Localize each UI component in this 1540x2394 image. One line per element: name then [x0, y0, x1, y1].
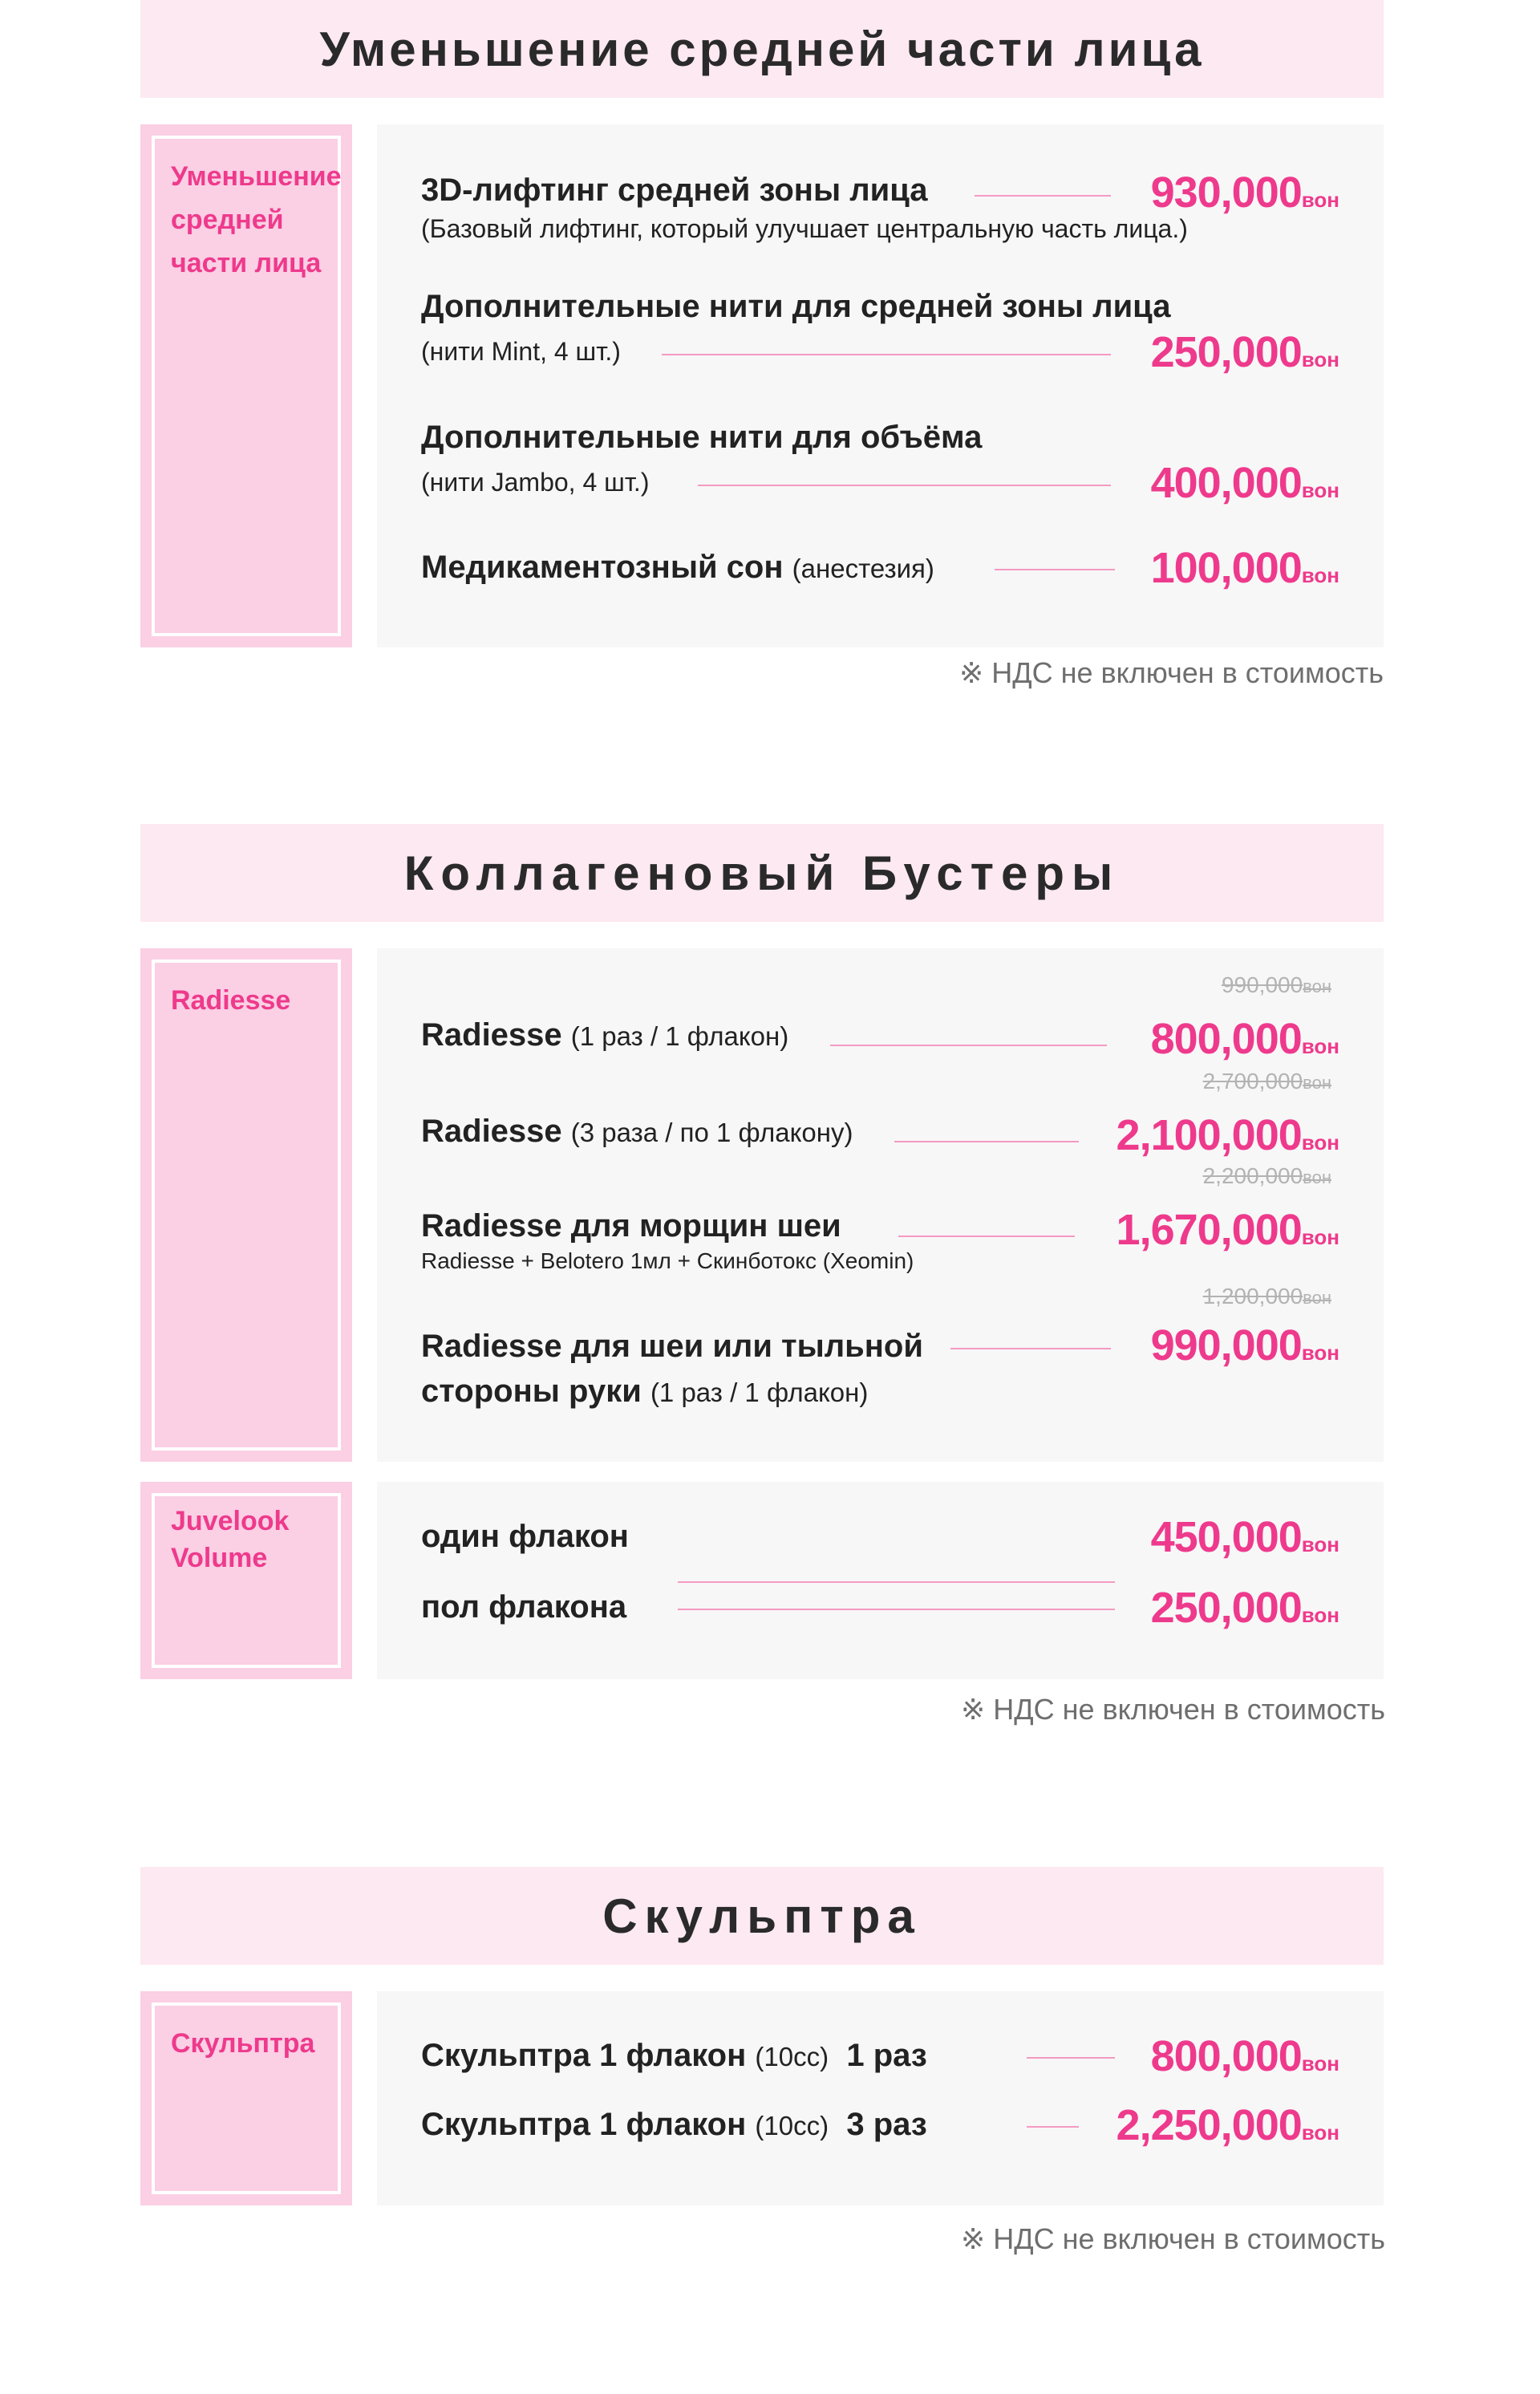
price-row: [421, 289, 1339, 377]
old-price: 990,000вон: [1221, 972, 1331, 997]
category-label: средней: [171, 205, 284, 235]
category-label: Volume: [171, 1543, 268, 1573]
vat-note: ※ НДС не включен в стоимость: [959, 656, 1384, 689]
price-panel-juvelook: [377, 1482, 1384, 1679]
item-price: 400,000вон: [1150, 459, 1339, 507]
category-box-sculptra: [140, 1991, 352, 2205]
price-row: [421, 972, 1339, 1061]
price-row: [421, 1069, 1339, 1157]
item-name: Дополнительные нити для объёма: [421, 420, 983, 455]
category-label: Juvelook: [171, 1506, 290, 1536]
leader-line: [678, 1609, 1115, 1610]
item-name: Скульптра 1 флакон (10cc) 3 раз: [421, 2107, 927, 2142]
category-box-radiesse: [140, 948, 352, 1462]
leader-line: [830, 1045, 1107, 1046]
item-name: один флакон: [421, 1519, 629, 1554]
category-box-midface: [140, 124, 352, 647]
price-panel-radiesse: [377, 948, 1384, 1462]
leader-line: [975, 195, 1111, 197]
category-label: Radiesse: [171, 985, 291, 1016]
leader-line: [698, 485, 1111, 486]
item-name: 3D-лифтинг средней зоны лица: [421, 172, 928, 208]
leader-line: [662, 354, 1111, 355]
vat-note: ※ НДС не включен в стоимость: [961, 2222, 1385, 2255]
category-label: Скульптра: [171, 2028, 315, 2059]
item-name: Дополнительные нити для средней зоны лица: [421, 289, 1171, 324]
section-header-collagen: [140, 824, 1384, 922]
price-row: [421, 2101, 1339, 2155]
item-subtitle: (Базовый лифтинг, который улучшает центральную часть лица.): [421, 214, 1188, 243]
item-name: Медикаментозный сон (анестезия): [421, 550, 934, 585]
item-subtitle: (нити Mint, 4 шт.): [421, 337, 621, 366]
price-panel-sculptra: [377, 1991, 1384, 2205]
item-price: 1,670,000вон: [1116, 1206, 1339, 1254]
price-row: [421, 2032, 1339, 2086]
item-name: стороны руки (1 раз / 1 флакон): [421, 1374, 869, 1409]
old-price: 1,200,000вон: [1202, 1284, 1331, 1309]
item-price: 2,250,000вон: [1116, 2101, 1339, 2149]
section-header-sculptra: [140, 1867, 1384, 1965]
section-title: Коллагеновый Бустеры: [403, 846, 1121, 900]
item-price: 990,000вон: [1150, 1321, 1339, 1369]
item-name: пол флакона: [421, 1589, 627, 1625]
item-price: 250,000вон: [1150, 1584, 1339, 1632]
price-row: [421, 420, 1339, 508]
item-price: 100,000вон: [1150, 544, 1339, 592]
price-row: [421, 544, 1339, 598]
vat-note: ※ НДС не включен в стоимость: [961, 1693, 1385, 1726]
item-price: 450,000вон: [1150, 1513, 1339, 1561]
item-price: 250,000вон: [1150, 328, 1339, 376]
category-label: Уменьшение: [171, 161, 342, 192]
item-price: 800,000вон: [1150, 1015, 1339, 1063]
section-header-midface: [140, 0, 1384, 98]
leader-line: [950, 1348, 1111, 1349]
price-row: [421, 168, 1339, 261]
price-panel-midface: [377, 124, 1384, 647]
leader-line: [898, 1236, 1075, 1237]
category-box-juvelook: [140, 1482, 352, 1679]
item-price: 930,000вон: [1150, 168, 1339, 217]
item-name: Скульптра 1 флакон (10cc) 1 раз: [421, 2038, 927, 2073]
item-name: Radiesse для морщин шеи: [421, 1208, 841, 1244]
item-price: 2,100,000вон: [1116, 1111, 1339, 1159]
item-name: Radiesse для шеи или тыльной: [421, 1329, 923, 1364]
price-row: [421, 1513, 1339, 1567]
category-label: части лица: [171, 248, 322, 278]
price-row: [421, 1584, 1339, 1637]
leader-line: [1027, 2126, 1079, 2128]
item-name: Radiesse (3 раза / по 1 флакону): [421, 1114, 853, 1149]
leader-line: [1027, 2057, 1115, 2059]
price-row: [421, 1163, 1339, 1273]
item-subtitle: Radiesse + Belotero 1мл + Скинботокс (Xeomin): [421, 1248, 914, 1273]
leader-line: [678, 1581, 1115, 1583]
item-name: Radiesse (1 раз / 1 флакон): [421, 1017, 789, 1053]
old-price: 2,200,000вон: [1202, 1163, 1331, 1188]
old-price: 2,700,000вон: [1202, 1069, 1331, 1094]
item-subtitle: (нити Jambo, 4 шт.): [421, 468, 650, 497]
leader-line: [894, 1141, 1079, 1142]
section-title: Скульптра: [602, 1889, 922, 1943]
section-title: Уменьшение средней части лица: [319, 22, 1205, 76]
leader-line: [995, 569, 1115, 570]
price-row: [421, 1284, 1339, 1409]
item-price: 800,000вон: [1150, 2032, 1339, 2080]
